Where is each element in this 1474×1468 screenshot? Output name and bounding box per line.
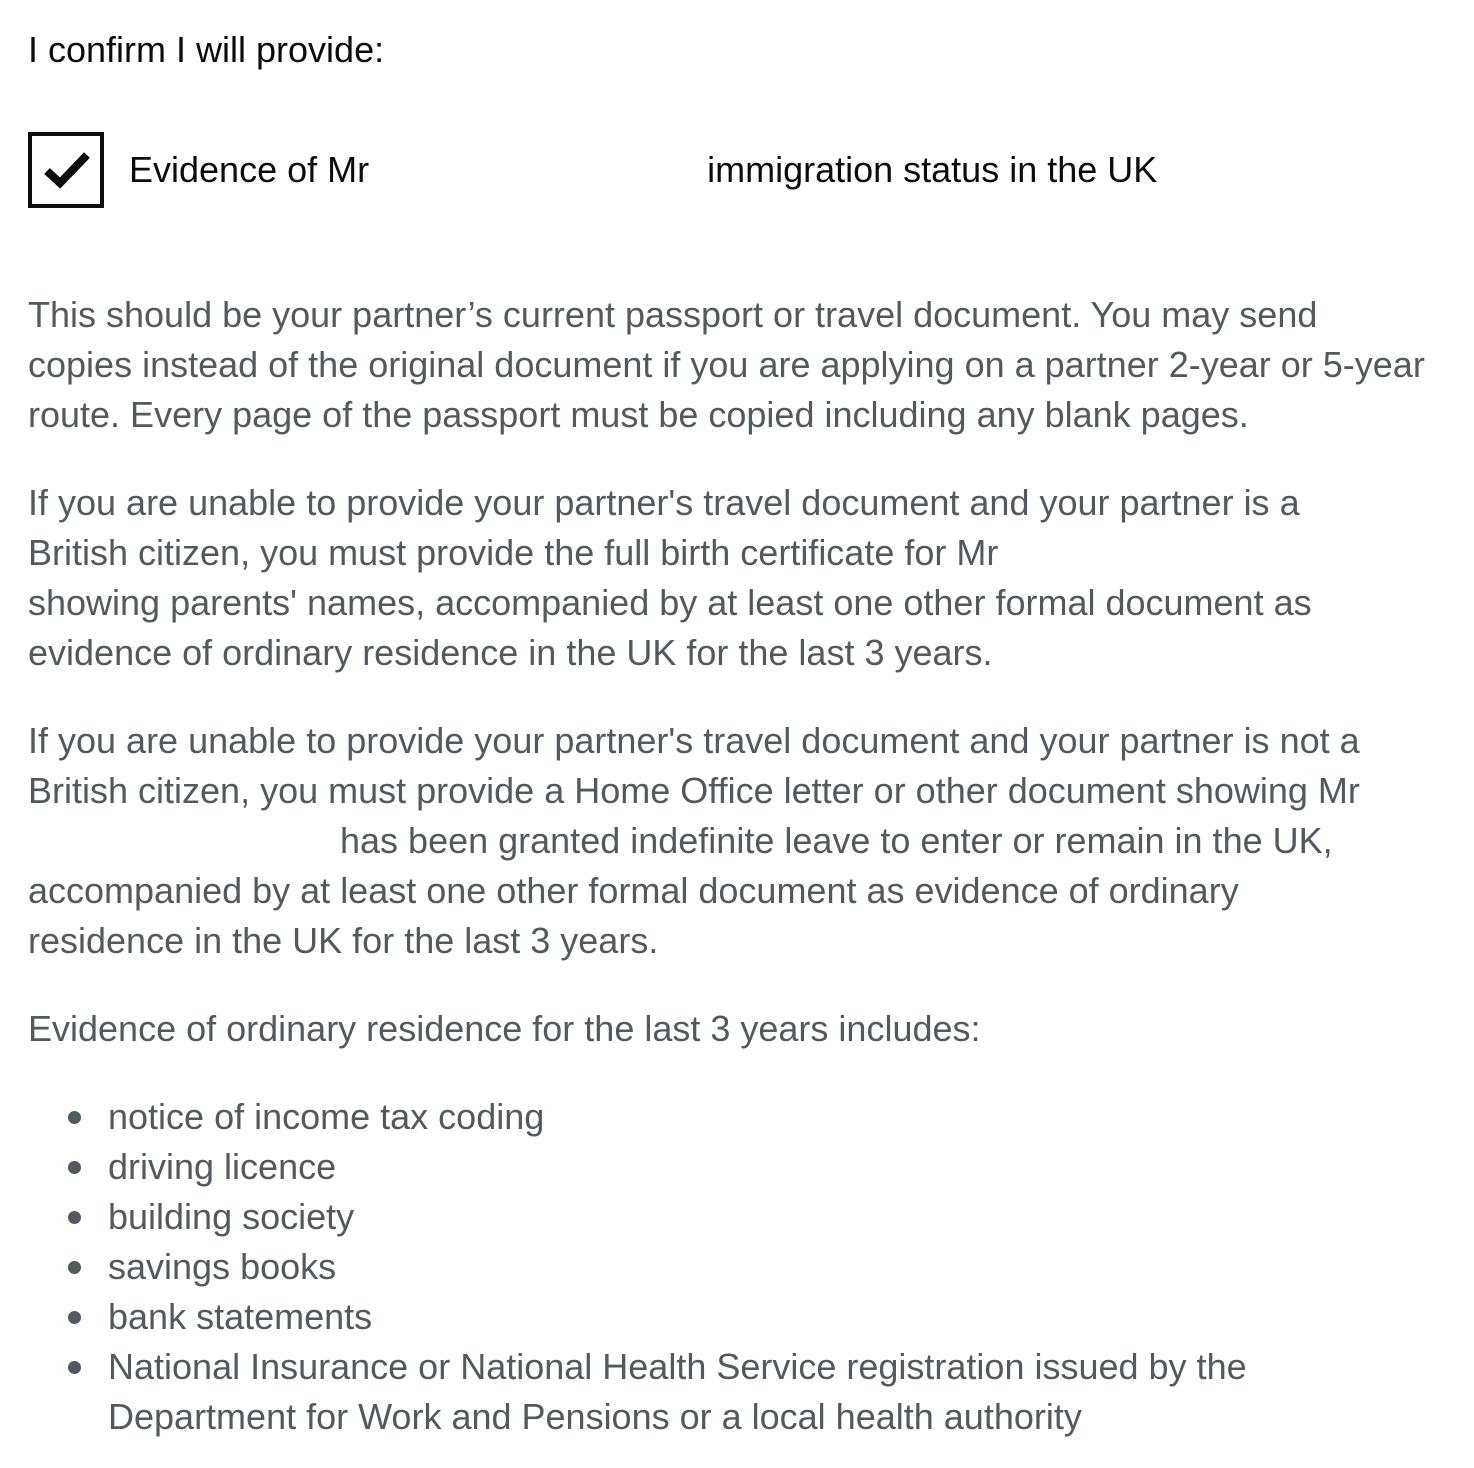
hint-paragraph-residence-intro: Evidence of ordinary residence for the last 3 years includes:: [28, 1008, 981, 1049]
hint-line: British citizen, you must provide a Home Office letter or other document showing Mr: [28, 770, 1360, 811]
hint-line: If you are unable to provide your partner's travel document and your partner is not a: [28, 720, 1360, 761]
immigration-status-checkbox-item[interactable]: [28, 132, 1158, 208]
list-item: driving licence: [108, 1142, 1428, 1192]
hint-paragraph-non-british-citizen: [28, 716, 1428, 966]
list-item: building society: [108, 1192, 1428, 1242]
hint-line: evidence of ordinary residence in the UK for the last 3 years.: [28, 632, 993, 673]
hint-line: [28, 816, 1428, 866]
hint-line: British citizen, you must provide the full birth certificate for Mr: [28, 532, 999, 573]
immigration-status-checkbox[interactable]: [28, 132, 104, 208]
list-item: notice of income tax coding: [108, 1092, 1428, 1142]
list-item: bank statements: [108, 1292, 1428, 1342]
hint-line: showing parents' names, accompanied by at least one other formal document as: [28, 582, 1312, 623]
list-item: National Insurance or National Health Service registration issued by the Department for Work and Pensions or a local health authority: [108, 1342, 1428, 1442]
check-icon: [44, 150, 90, 190]
hint-line: residence in the UK for the last 3 years.: [28, 920, 659, 961]
hint-paragraph-british-citizen: [28, 478, 1428, 678]
list-item: savings books: [108, 1242, 1428, 1292]
checkbox-label-suffix: immigration status in the UK: [707, 149, 1158, 190]
residence-evidence-list: [28, 1092, 1428, 1442]
hint-line: accompanied by at least one other formal document as evidence of ordinary: [28, 870, 1239, 911]
immigration-status-checkbox-label[interactable]: [129, 148, 1157, 192]
fieldset-legend: I confirm I will provide:: [28, 29, 385, 70]
hint-line-text: has been granted indefinite leave to enter or remain in the UK,: [340, 820, 1333, 861]
hint-line: If you are unable to provide your partner's travel document and your partner is a: [28, 482, 1300, 523]
checkbox-label-prefix: Evidence of Mr: [129, 149, 370, 190]
hint-paragraph-passport: This should be your partner’s current passport or travel document. You may send copies instead of the original document if you are applying on a partner 2-year or 5-year route. Every page of the passport must be copied including any blank pages.: [28, 294, 1425, 435]
